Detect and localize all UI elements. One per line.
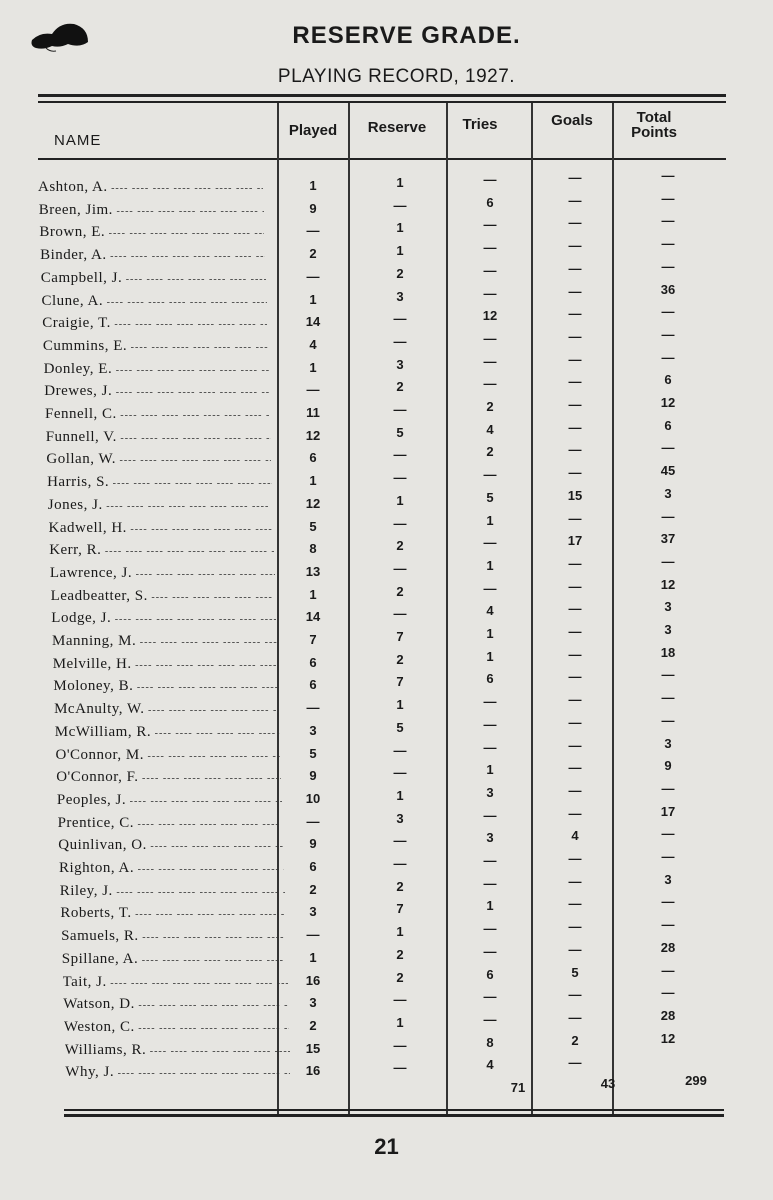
cell-tries: 8 [486, 1034, 494, 1050]
cell-tries: — [483, 921, 497, 937]
cell-goals: — [568, 170, 582, 185]
cell-tries: 1 [486, 557, 494, 573]
player-name: Binder, A. ---- [40, 244, 265, 268]
cell-tries: — [483, 875, 497, 891]
cell-points: 17 [660, 803, 676, 819]
cell-reserve: 1 [396, 787, 404, 803]
cell-played: — [306, 927, 320, 943]
cell-points: 12 [660, 395, 676, 410]
cell-played: 9 [309, 768, 317, 784]
cell-played: 15 [305, 1040, 321, 1056]
cell-goals: — [568, 328, 582, 344]
bottom-rule [64, 1109, 724, 1111]
cell-points: 3 [664, 735, 672, 751]
cell-played: 1 [309, 586, 317, 602]
header-rule [38, 158, 726, 160]
player-name: Jones, J. ---- [48, 494, 273, 518]
cell-reserve: — [393, 515, 407, 531]
cell-goals: — [568, 351, 582, 367]
cell-reserve: — [393, 560, 407, 576]
cell-goals: 4 [571, 828, 579, 844]
cell-reserve: — [393, 742, 407, 758]
player-name: Righton, A. ---- [59, 857, 284, 881]
cell-points: — [661, 962, 675, 978]
cell-points: 6 [664, 372, 672, 388]
cell-played: 6 [309, 677, 317, 693]
cell-played: 9 [309, 836, 317, 852]
cell-goals: — [568, 669, 582, 685]
cell-tries: — [483, 172, 497, 187]
player-name: Riley, J. ---- [60, 880, 285, 904]
player-name: Watson, D. ---- [63, 993, 288, 1017]
divider-tries [531, 103, 533, 1115]
cell-played: 3 [309, 904, 317, 920]
cell-reserve: — [393, 447, 407, 463]
cell-goals: 17 [567, 533, 583, 549]
cell-goals: — [568, 805, 582, 821]
cell-points: 6 [664, 417, 672, 433]
cell-tries: — [483, 853, 497, 868]
cell-points: — [661, 326, 675, 342]
cell-reserve: — [393, 470, 407, 486]
cell-played: 3 [309, 722, 317, 738]
cell-played: 9 [309, 200, 317, 216]
bottom-rule-thick [64, 1114, 724, 1117]
cell-goals: — [568, 192, 582, 208]
player-name: McAnulty, W. ---- [54, 698, 279, 722]
cell-points: — [661, 667, 675, 683]
cell-points: — [661, 236, 675, 252]
cell-tries: — [483, 262, 497, 278]
cell-reserve: 7 [396, 901, 404, 917]
cell-tries: 1 [486, 648, 494, 664]
cell-played: 12 [305, 495, 321, 511]
cell-played: 13 [305, 563, 321, 579]
cell-tries: 2 [486, 399, 494, 414]
header-reserve: Reserve [367, 119, 427, 136]
player-name: O'Connor, M. ---- [56, 744, 281, 768]
player-name: Donley, E. ---- [44, 358, 269, 382]
player-name: Ashton, A. ---- [38, 176, 263, 200]
cell-played: 6 [309, 654, 317, 670]
cell-goals: 2 [571, 1032, 579, 1048]
cell-played: 2 [309, 246, 317, 262]
cell-goals: — [568, 873, 582, 889]
cell-reserve: — [393, 833, 407, 849]
player-name: Clune, A. ---- [42, 290, 267, 314]
cell-tries: 5 [486, 489, 494, 505]
player-name: Leadbeatter, S. ---- [51, 585, 276, 609]
cell-played: — [306, 382, 320, 398]
cell-points: 3 [664, 599, 672, 615]
cell-goals: — [568, 397, 582, 412]
player-name: Williams, R. ---- [65, 1039, 290, 1063]
cell-played: 12 [305, 427, 321, 443]
cell-reserve: 2 [396, 878, 404, 894]
cell-tries: 1 [486, 762, 494, 778]
cell-reserve: — [393, 856, 407, 871]
cell-goals: — [568, 646, 582, 662]
cell-goals: — [568, 238, 582, 254]
cell-goals: — [568, 374, 582, 390]
cell-goals: — [568, 283, 582, 299]
cell-reserve: 1 [396, 243, 404, 259]
total-goals: 43 [600, 1076, 616, 1091]
cell-tries: — [483, 330, 497, 346]
cell-goals: — [568, 851, 582, 866]
cell-reserve: 1 [396, 697, 404, 713]
cell-reserve: 7 [396, 674, 404, 690]
player-name: Breen, Jim. ---- [39, 199, 264, 223]
cell-tries: 1 [486, 626, 494, 641]
cell-reserve: 2 [396, 583, 404, 599]
page-subtitle: PLAYING RECORD, 1927. [277, 66, 516, 87]
player-name: Peoples, J. ---- [57, 789, 282, 813]
cell-tries: 6 [486, 671, 494, 687]
divider-reserve [446, 103, 448, 1115]
cell-played: 2 [309, 881, 317, 897]
cell-played: — [306, 223, 320, 239]
cell-goals: 5 [571, 964, 579, 980]
total-points: 299 [685, 1073, 707, 1088]
player-name: Harris, S. ---- [47, 471, 272, 495]
cell-tries: — [483, 739, 497, 755]
cell-points: — [661, 826, 675, 842]
cell-played: 1 [309, 178, 317, 193]
cell-tries: 4 [486, 603, 494, 619]
cell-played: 1 [309, 473, 317, 489]
cell-points: 3 [664, 871, 672, 887]
cell-reserve: — [393, 1060, 407, 1076]
cell-goals: — [568, 919, 582, 935]
cell-points: 28 [660, 1007, 676, 1023]
player-name: Spillane, A. ---- [62, 948, 287, 972]
cell-tries: 3 [486, 830, 494, 846]
player-name: Craigie, T. ---- [42, 312, 267, 336]
cell-points: 28 [660, 939, 676, 955]
player-name: Lawrence, J. ---- [50, 562, 275, 586]
cell-points: 3 [664, 485, 672, 501]
cell-played: 6 [309, 859, 317, 874]
cell-played: 16 [305, 972, 321, 988]
cell-played: 1 [309, 359, 317, 375]
cell-goals: — [568, 1009, 582, 1025]
cell-points: — [661, 304, 675, 320]
cell-tries: — [483, 285, 497, 301]
cell-points: — [661, 213, 675, 229]
cell-reserve: 2 [396, 379, 404, 395]
cell-goals: — [568, 987, 582, 1003]
cell-points: 12 [660, 576, 676, 592]
player-name: Lodge, J. ---- [51, 607, 276, 631]
cell-reserve: — [393, 333, 407, 349]
cell-points: 9 [664, 758, 672, 774]
cell-reserve: 5 [396, 719, 404, 735]
cell-reserve: 2 [396, 538, 404, 554]
player-name: Weston, C. ---- [64, 1016, 289, 1040]
cell-points: — [661, 508, 675, 524]
cell-tries: 3 [486, 784, 494, 800]
cell-tries: — [483, 376, 497, 392]
cell-points: — [661, 440, 675, 456]
cell-tries: — [483, 694, 497, 710]
cell-reserve: 3 [396, 810, 404, 826]
player-name: Quinlivan, O. ---- [58, 834, 283, 858]
cell-played: 16 [305, 1063, 321, 1079]
cell-points: — [661, 168, 675, 183]
cell-goals: — [568, 692, 582, 708]
player-name: Campbell, J. ---- [41, 267, 266, 291]
player-name: Brown, E. ---- [39, 221, 264, 245]
cell-reserve: 1 [396, 1014, 404, 1030]
cell-played: 14 [305, 609, 321, 625]
cell-played: 5 [309, 518, 317, 534]
cell-tries: — [483, 716, 497, 732]
cell-played: 5 [309, 745, 317, 761]
cell-tries: — [483, 217, 497, 233]
cell-goals: — [568, 624, 582, 639]
cell-tries: — [483, 1011, 497, 1027]
cell-goals: 15 [567, 487, 583, 503]
player-name: Prentice, C. ---- [58, 812, 283, 836]
top-rule-thin [38, 101, 726, 103]
cell-reserve: 2 [396, 946, 404, 962]
cell-played: 2 [309, 1017, 317, 1033]
cell-tries: 2 [486, 444, 494, 460]
cell-goals: — [568, 510, 582, 526]
cell-tries: 1 [486, 898, 494, 914]
cell-goals: — [568, 578, 582, 594]
cell-goals: — [568, 782, 582, 798]
cell-points: 3 [664, 622, 672, 637]
cell-played: 10 [305, 790, 321, 806]
cell-tries: 4 [486, 421, 494, 437]
cell-tries: — [483, 580, 497, 596]
header-total-line1: Total [636, 109, 672, 126]
cell-tries: 1 [486, 512, 494, 528]
cell-played: 6 [309, 450, 317, 466]
player-name: Kerr, R. ---- [49, 539, 274, 563]
cell-points: — [661, 780, 675, 796]
cell-goals: — [568, 941, 582, 957]
cell-played: 1 [309, 291, 317, 307]
cell-reserve: 7 [396, 629, 404, 644]
header-played: Played [288, 122, 338, 139]
cell-tries: — [483, 989, 497, 1005]
cell-played: 14 [305, 314, 321, 330]
cell-tries: — [483, 807, 497, 823]
player-name: Funnell, V. ---- [46, 426, 271, 450]
page-title: RESERVE GRADE. [292, 22, 521, 49]
cell-reserve: 3 [396, 288, 404, 304]
cell-played: — [306, 268, 320, 284]
header-goals: Goals [551, 112, 593, 129]
cell-points: — [661, 917, 675, 933]
cell-tries: — [483, 943, 497, 959]
cell-goals: — [568, 555, 582, 571]
cell-goals: — [568, 419, 582, 435]
cell-reserve: — [393, 197, 407, 213]
cell-reserve: — [393, 1037, 407, 1053]
cell-reserve: 5 [396, 424, 404, 440]
cell-played: 7 [309, 632, 317, 647]
cell-reserve: 1 [396, 492, 404, 508]
player-name: Kadwell, H. ---- [49, 517, 274, 541]
cell-points: 37 [660, 531, 676, 547]
cell-played: 1 [309, 949, 317, 965]
cell-played: 3 [309, 995, 317, 1011]
cell-points: — [661, 349, 675, 365]
cell-played: 8 [309, 541, 317, 557]
cell-tries: 12 [482, 308, 498, 324]
cell-goals: — [568, 1055, 582, 1071]
cell-points: — [661, 894, 675, 910]
cell-reserve: — [393, 606, 407, 622]
cell-goals: — [568, 442, 582, 458]
cell-points: 45 [660, 463, 676, 479]
cell-tries: 4 [486, 1057, 494, 1073]
cell-goals: — [568, 306, 582, 322]
cell-tries: — [483, 535, 497, 551]
cell-points: — [661, 849, 675, 864]
cell-points: — [661, 553, 675, 569]
cell-tries: 6 [486, 966, 494, 982]
cell-goals: — [568, 465, 582, 481]
cell-reserve: — [393, 992, 407, 1008]
cell-reserve: 2 [396, 969, 404, 985]
player-name: Samuels, R. ---- [61, 925, 286, 949]
cell-tries: — [483, 240, 497, 256]
player-name: McWilliam, R. ---- [55, 721, 280, 745]
cell-points: 18 [660, 644, 676, 660]
player-name: Manning, M. ---- [52, 630, 277, 654]
top-rule [38, 94, 726, 97]
cell-points: — [661, 258, 675, 274]
cell-reserve: — [393, 311, 407, 327]
cell-points: — [661, 190, 675, 206]
cell-played: 4 [309, 336, 317, 352]
cell-reserve: 2 [396, 265, 404, 281]
header-tries: Tries [462, 116, 498, 133]
cell-goals: — [568, 260, 582, 276]
cell-reserve: 1 [396, 175, 404, 190]
cell-points: — [661, 690, 675, 706]
player-name: Roberts, T. ---- [60, 902, 285, 926]
cell-tries: — [483, 353, 497, 369]
cell-tries: 6 [486, 194, 494, 210]
player-name: Tait, J. ---- [63, 971, 288, 995]
cell-played: — [306, 700, 320, 716]
cell-goals: — [568, 215, 582, 231]
cell-reserve: — [393, 765, 407, 781]
player-name: O'Connor, F. ---- [56, 766, 281, 790]
page-number: 21 [374, 1134, 399, 1159]
cell-played: — [306, 813, 320, 829]
cell-goals: — [568, 896, 582, 912]
cell-reserve: 1 [396, 220, 404, 236]
cell-goals: — [568, 737, 582, 753]
cell-points: — [661, 712, 675, 728]
player-name: Cummins, E. ---- [43, 335, 268, 359]
cell-goals: — [568, 760, 582, 776]
player-name: Moloney, B. ---- [53, 675, 278, 699]
total-tries: 71 [510, 1080, 526, 1095]
divider-played [348, 103, 350, 1115]
cell-reserve: 1 [396, 924, 404, 940]
cell-goals: — [568, 601, 582, 617]
cell-points: 36 [660, 281, 676, 297]
cell-points: 12 [660, 1030, 676, 1046]
player-name: Melville, H. ---- [53, 653, 278, 677]
cell-points: — [661, 985, 675, 1001]
header-name: NAME [54, 132, 102, 149]
cell-reserve: — [393, 402, 407, 417]
cell-reserve: 2 [396, 651, 404, 667]
cell-reserve: 3 [396, 356, 404, 372]
divider-goals [612, 103, 614, 1115]
player-name: Drewes, J. ---- [44, 380, 269, 404]
header-total-line2: Points [631, 124, 677, 141]
cell-goals: — [568, 714, 582, 730]
cell-played: 11 [306, 405, 320, 420]
player-name: Gollan, W. ---- [46, 448, 271, 472]
cell-tries: — [483, 467, 497, 483]
player-name: Why, J. ---- [65, 1061, 290, 1085]
player-name: Fennell, C. ---- [45, 403, 270, 427]
